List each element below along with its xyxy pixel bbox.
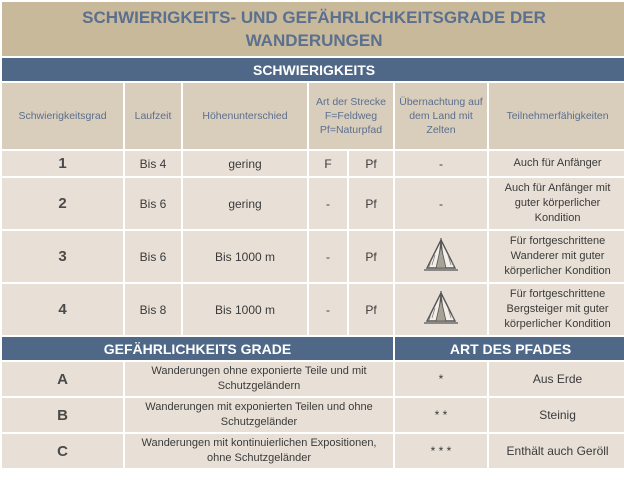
header-grade: Schwierigkeitsgrad	[2, 83, 123, 149]
table-row	[2, 362, 624, 396]
camping-cell	[395, 284, 487, 335]
path-f-cell: F	[309, 151, 347, 176]
path-kind-cell: Aus Erde	[489, 362, 624, 396]
grade-cell: 4	[2, 284, 123, 335]
danger-stars-cell: * * *	[395, 434, 487, 468]
danger-grade-cell: B	[2, 398, 123, 432]
header-path-type: Art der Strecke F=Feldweg Pf=Naturpfad	[309, 83, 393, 149]
path-kind-cell: Steinig	[489, 398, 624, 432]
duration-cell: Bis 8	[125, 284, 181, 335]
danger-description-cell: Wanderungen mit exponierten Teilen und ohne Schutzgeländer	[125, 398, 393, 432]
path-pf-cell: Pf	[349, 151, 393, 176]
grade-cell: 1	[2, 151, 123, 176]
duration-cell: Bis 4	[125, 151, 181, 176]
path-pf-cell: Pf	[349, 284, 393, 335]
path-f-cell: -	[309, 178, 347, 229]
table-row	[2, 151, 624, 176]
header-duration: Laufzeit	[125, 83, 181, 149]
skills-cell: Auch für Anfänger	[489, 151, 624, 176]
elevation-cell: gering	[183, 151, 307, 176]
danger-description-cell: Wanderungen mit kontinuierlichen Expositionen, ohne Schutzgeländer	[125, 434, 393, 468]
elevation-cell: gering	[183, 178, 307, 229]
danger-grade-cell: C	[2, 434, 123, 468]
table-row	[2, 398, 624, 432]
tent-icon	[421, 290, 461, 329]
table-row	[2, 284, 624, 335]
skills-cell: Für fortgeschrittene Wanderer mit guter körperlicher Kondition	[489, 231, 624, 282]
path-f-cell: -	[309, 284, 347, 335]
danger-grade-cell: A	[2, 362, 123, 396]
danger-stars-cell: * *	[395, 398, 487, 432]
path-pf-cell: Pf	[349, 178, 393, 229]
header-skills: Teilnehmerfähigkeiten	[489, 83, 624, 149]
tent-icon	[421, 237, 461, 276]
skills-cell: Auch für Anfänger mit guter körperlicher Kondition	[489, 178, 624, 229]
camping-cell: -	[395, 178, 487, 229]
grade-cell: 2	[2, 178, 123, 229]
header-elevation: Höhenunterschied	[183, 83, 307, 149]
duration-cell: Bis 6	[125, 178, 181, 229]
section-difficulty-heading: SCHWIERIGKEITS	[2, 58, 624, 81]
danger-stars-cell: *	[395, 362, 487, 396]
path-f-cell: -	[309, 231, 347, 282]
skills-cell: Für fortgeschrittene Bergsteiger mit guter körperlicher Kondition	[489, 284, 624, 335]
elevation-cell: Bis 1000 m	[183, 231, 307, 282]
page-title: SCHWIERIGKEITS- UND GEFÄHRLICHKEITSGRADE DER WANDERUNGEN	[2, 2, 624, 56]
table-row	[2, 178, 624, 229]
grade-cell: 3	[2, 231, 123, 282]
table-row	[2, 434, 624, 468]
header-camping: Übernachtung auf dem Land mit Zelten	[395, 83, 487, 149]
path-pf-cell: Pf	[349, 231, 393, 282]
path-kind-cell: Enthält auch Geröll	[489, 434, 624, 468]
camping-cell	[395, 231, 487, 282]
section-danger-heading: GEFÄHRLICHKEITS GRADE	[2, 337, 393, 360]
section-path-heading: ART DES PFADES	[395, 337, 624, 360]
camping-cell: -	[395, 151, 487, 176]
duration-cell: Bis 6	[125, 231, 181, 282]
danger-description-cell: Wanderungen ohne exponierte Teile und mit Schutzgeländern	[125, 362, 393, 396]
table-row	[2, 231, 624, 282]
elevation-cell: Bis 1000 m	[183, 284, 307, 335]
